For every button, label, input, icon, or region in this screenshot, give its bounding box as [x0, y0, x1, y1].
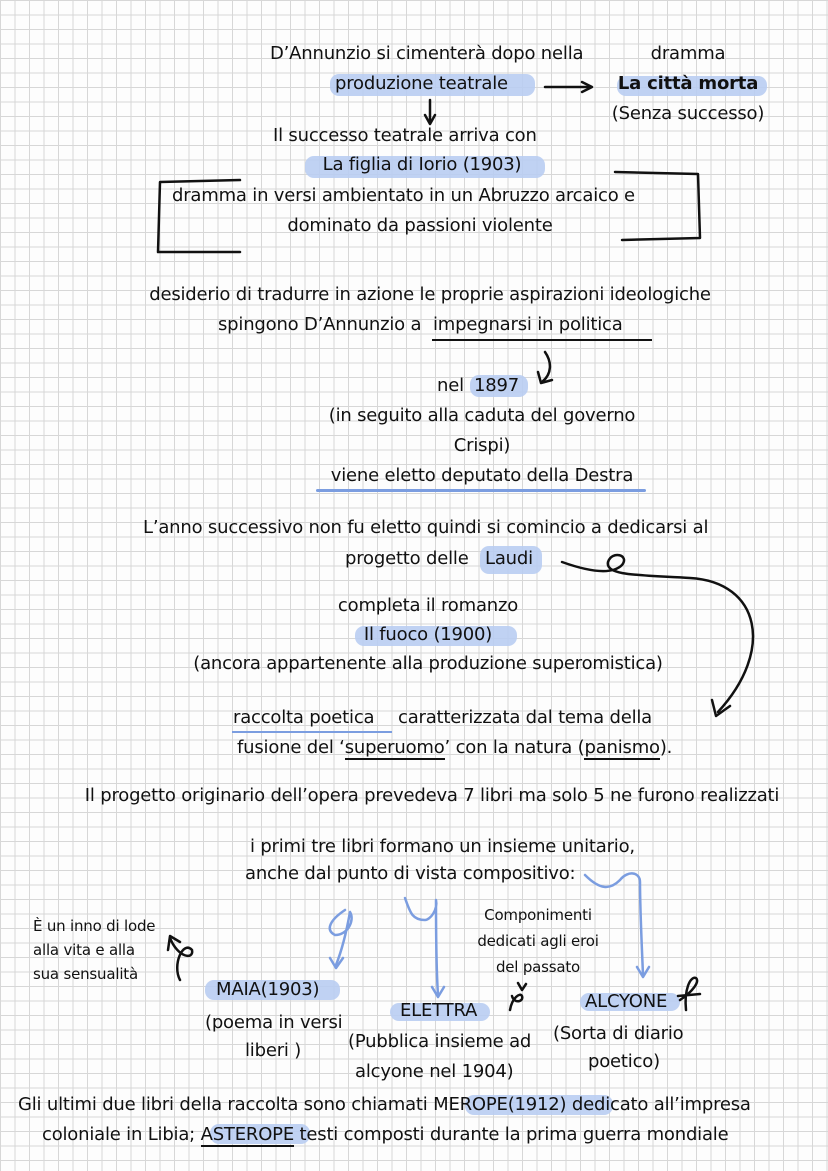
curl-icon — [678, 978, 700, 1010]
dramma-label: dramma — [650, 43, 726, 64]
superomistica: (ancora appartenente alla produzione superomistica) — [193, 653, 663, 674]
asterope: ASTEROPE — [200, 1124, 294, 1145]
maia: MAIA(1903) — [216, 979, 320, 1000]
ultimi-b: dedicato all’impresa — [571, 1094, 751, 1115]
year-1897: 1897 — [474, 375, 520, 396]
desc2: dominato da passioni violente — [287, 215, 553, 236]
inno1: È un inno di lode — [33, 917, 156, 935]
elettra: ELETTRA — [400, 1000, 478, 1021]
ultimi-c: coloniale in Libia; — [42, 1124, 196, 1145]
blue-arrow-icon — [585, 873, 643, 975]
caratterizzata: caratterizzata dal tema della — [398, 707, 653, 728]
top-line1: D’Annunzio si cimenterà dopo nella — [270, 43, 584, 64]
elettra-note1: (Pubblica insieme ad — [348, 1031, 532, 1052]
senza-successo: (Senza successo) — [611, 103, 765, 124]
laudi: Laudi — [485, 548, 533, 569]
eletto: viene eletto deputato della Destra — [330, 465, 634, 486]
loop-arrow-icon — [562, 555, 753, 712]
underline-blue — [316, 489, 646, 492]
impegnarsi: impegnarsi in politica — [433, 314, 623, 335]
maia-note1: (poema in versi — [205, 1012, 343, 1033]
raccolta-poetica: raccolta poetica — [233, 707, 375, 728]
desc1: dramma in versi ambientato in un Abruzzo arcaico e — [172, 185, 635, 206]
ultimi-a: Gli ultimi due libri della raccolta sono chiamati — [18, 1094, 428, 1115]
primi-tre: i primi tre libri formano un insieme unitario, — [250, 836, 635, 857]
curl-icon — [510, 995, 522, 1010]
superuomo: superuomo — [344, 737, 445, 758]
blue-arrow-icon — [330, 910, 352, 965]
curved-arrow-icon — [542, 352, 550, 382]
figlia-iorio: La figlia di Iorio (1903) — [322, 154, 522, 175]
fusione-c: ’ con la natura ( — [444, 737, 585, 758]
crispi: Crispi) — [453, 435, 511, 456]
anno-successivo: L’anno successivo non fu eletto quindi si comincio a dedicarsi al — [143, 517, 709, 538]
compositivo: anche dal punto di vista compositivo: — [245, 863, 576, 884]
nel: nel — [437, 375, 464, 396]
alcyone-note1: (Sorta di diario — [553, 1023, 684, 1044]
panismo: panismo — [584, 737, 660, 758]
ultimi-line2 — [42, 1124, 729, 1146]
inno2: alla vita e alla — [33, 941, 135, 959]
underline — [432, 339, 652, 341]
comp3: del passato — [495, 958, 581, 976]
progetto-originario: Il progetto originario dell’opera prevedeva 7 libri ma solo 5 ne furono realizzati — [84, 785, 780, 806]
fusione-line — [237, 737, 672, 759]
fusione-a: fusione del ‘ — [237, 737, 345, 758]
alcyone-note2: poetico) — [588, 1051, 660, 1072]
il-fuoco: Il fuoco (1900) — [363, 624, 493, 645]
caduta: (in seguito alla caduta del governo — [328, 405, 636, 426]
ultimi-d: testi composti durante la prima guerra mondiale — [299, 1124, 729, 1145]
blue-arrow-icon — [405, 898, 438, 995]
merope: MEROPE(1912) — [433, 1094, 567, 1115]
inno3: sua sensualità — [33, 965, 138, 983]
maia-note2: liberi ) — [245, 1040, 302, 1061]
underline — [232, 731, 392, 733]
progetto-delle: progetto delle — [345, 548, 469, 569]
curl-arrow-icon — [170, 938, 192, 980]
elettra-note2: alcyone nel 1904) — [355, 1061, 514, 1082]
fusione-e: ). — [659, 737, 673, 758]
success-line: Il successo teatrale arriva con — [273, 125, 537, 146]
comp2: dedicati agli eroi — [477, 932, 599, 950]
comp1: Componimenti — [484, 906, 592, 924]
desiderio: desiderio di tradurre in azione le proprie aspirazioni ideologiche — [149, 284, 711, 305]
completa: completa il romanzo — [337, 595, 519, 616]
citta-morta: La città morta — [617, 73, 759, 94]
teatrale: produzione teatrale — [335, 73, 508, 94]
ultimi-line1 — [18, 1094, 751, 1116]
spingono: spingono D’Annunzio a — [218, 314, 422, 335]
alcyone: ALCYONE — [585, 991, 668, 1012]
